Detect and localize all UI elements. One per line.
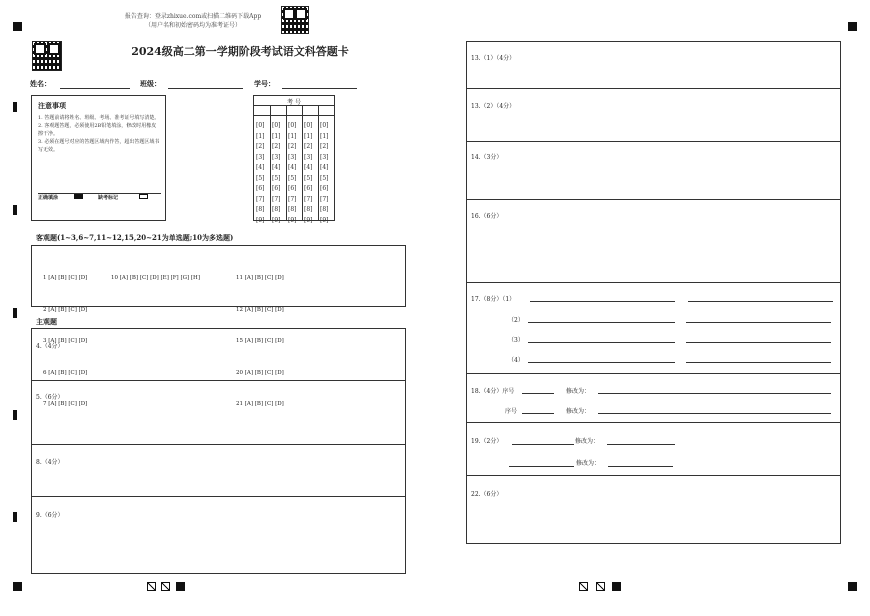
exam-digit-bubble[interactable]: [9] bbox=[256, 216, 265, 224]
modify-label: 修改为： bbox=[566, 388, 591, 395]
edge-marker bbox=[13, 512, 17, 522]
question-label: 13.（1）（4分） bbox=[471, 55, 516, 62]
corner-marker bbox=[848, 22, 857, 31]
q19-blank[interactable] bbox=[512, 444, 574, 445]
exam-digit-bubble[interactable]: [8] bbox=[304, 206, 313, 213]
exam-digit-bubble[interactable]: [0] bbox=[320, 122, 329, 129]
corner-marker bbox=[848, 582, 857, 591]
corner-marker bbox=[13, 22, 22, 31]
notes-box bbox=[31, 95, 166, 221]
answer-box-q5[interactable] bbox=[31, 380, 406, 445]
question-label: 8.（4分） bbox=[36, 459, 64, 466]
class-label: 班级： bbox=[140, 79, 161, 88]
exam-digit-bubble[interactable]: [6] bbox=[256, 185, 265, 192]
exam-digit-bubble[interactable]: [1] bbox=[320, 132, 329, 140]
modify-label: 修改为： bbox=[576, 460, 601, 467]
page-code-mark bbox=[161, 582, 170, 591]
objective-row[interactable]: 21 [A] [B] [C] [D] bbox=[236, 401, 284, 407]
q17-blank[interactable] bbox=[688, 301, 833, 302]
exam-digit-bubble[interactable]: [5] bbox=[304, 174, 313, 182]
q17-blank[interactable] bbox=[528, 342, 675, 343]
q18-seq-blank[interactable] bbox=[522, 393, 554, 394]
exam-digit-row bbox=[256, 132, 336, 143]
exam-digit-bubble[interactable]: [3] bbox=[304, 153, 313, 161]
answer-box-q4[interactable] bbox=[31, 328, 406, 381]
page-code-mark bbox=[176, 582, 185, 591]
edge-marker bbox=[13, 308, 17, 318]
exam-digit-bubble[interactable]: [5] bbox=[256, 174, 265, 182]
edge-marker bbox=[13, 102, 17, 112]
exam-digit-bubble[interactable]: [7] bbox=[288, 195, 297, 203]
exam-digit-row bbox=[256, 195, 336, 206]
id-label: 学号： bbox=[254, 79, 275, 88]
exam-digit-bubble[interactable]: [9] bbox=[304, 216, 313, 224]
exam-digit-bubble[interactable]: [0] bbox=[304, 122, 313, 129]
answer-box-q9[interactable] bbox=[31, 496, 406, 574]
exam-digit-bubble[interactable]: [2] bbox=[320, 143, 329, 150]
modify-label: 修改为： bbox=[566, 408, 591, 415]
exam-digit-bubble[interactable]: [9] bbox=[288, 216, 297, 224]
exam-digit-bubble[interactable]: [5] bbox=[272, 174, 281, 182]
page-code-mark bbox=[612, 582, 621, 591]
q17-blank[interactable] bbox=[686, 342, 831, 343]
page-code-mark bbox=[147, 582, 156, 591]
exam-digit-row bbox=[256, 216, 336, 227]
exam-digit-bubble[interactable]: [7] bbox=[320, 195, 329, 203]
absent-checkbox[interactable] bbox=[139, 194, 148, 199]
exam-digit-bubble[interactable]: [7] bbox=[272, 195, 281, 203]
notes-title: 注意事项 bbox=[38, 101, 66, 110]
question-label: 13.（2）（4分） bbox=[471, 103, 516, 110]
corner-marker bbox=[13, 582, 22, 591]
seq-label: 序号 bbox=[505, 408, 518, 415]
question-label: 22.（6分） bbox=[471, 491, 503, 498]
objective-row[interactable]: 3 [A] [B] [C] [D] bbox=[43, 338, 88, 344]
q17-blank[interactable] bbox=[528, 322, 675, 323]
exam-digit-bubble[interactable]: [1] bbox=[288, 132, 297, 140]
exam-digit-bubble[interactable]: [3] bbox=[320, 153, 329, 161]
edge-marker bbox=[13, 205, 17, 215]
objective-heading: 客观题(1~3,6~7,11~12,15,20~21为单选题;10为多选题) bbox=[36, 233, 234, 242]
exam-digit-bubble[interactable]: [9] bbox=[272, 216, 281, 224]
sub-question-label: （4） bbox=[508, 357, 524, 364]
exam-number-header: 考 号 bbox=[287, 99, 301, 106]
qr-code-icon bbox=[32, 41, 62, 71]
exam-digit-bubble[interactable]: [0] bbox=[272, 122, 281, 129]
subjective-heading: 主观题 bbox=[36, 317, 57, 326]
exam-digit-bubble[interactable]: [8] bbox=[288, 206, 297, 213]
q17-blank[interactable] bbox=[686, 362, 831, 363]
exam-digit-bubble[interactable]: [2] bbox=[272, 143, 281, 150]
exam-digit-row bbox=[256, 163, 336, 174]
q18-seq-blank[interactable] bbox=[522, 413, 554, 414]
q18-modify-blank[interactable] bbox=[598, 393, 831, 394]
answer-box-q8[interactable] bbox=[31, 444, 406, 497]
notice-line: 报告查询：登录zhixue.com或扫描二维码下载App bbox=[124, 13, 262, 20]
q17-blank[interactable] bbox=[528, 362, 675, 363]
exam-digit-bubble[interactable]: [4] bbox=[288, 164, 297, 171]
exam-digit-bubble[interactable]: [5] bbox=[320, 174, 329, 182]
note-item: 3. 必须在题号对应的答题区域内作答，超出答题区域书写无效。 bbox=[38, 139, 160, 153]
exam-digit-row bbox=[256, 153, 336, 164]
exam-digit-row bbox=[256, 174, 336, 185]
exam-digit-bubble[interactable]: [4] bbox=[256, 164, 265, 171]
report-notice bbox=[118, 12, 268, 30]
exam-digit-bubble[interactable]: [5] bbox=[288, 174, 297, 182]
page-code-mark bbox=[579, 582, 588, 591]
question-label: 17.（8分）（1） bbox=[471, 296, 516, 303]
exam-digit-bubble[interactable]: [4] bbox=[320, 164, 329, 171]
question-label: 16.（6分） bbox=[471, 213, 503, 220]
q19-modify-blank[interactable] bbox=[608, 466, 673, 467]
sub-question-label: （3） bbox=[508, 337, 524, 344]
exam-digit-bubble[interactable]: [2] bbox=[288, 143, 297, 150]
objective-row[interactable]: 1 [A] [B] [C] [D] bbox=[43, 275, 88, 281]
exam-digit-bubble[interactable]: [3] bbox=[256, 153, 265, 161]
correct-fill-label: 正确填涂 bbox=[38, 195, 59, 201]
exam-digit-bubble[interactable]: [9] bbox=[320, 216, 329, 224]
name-field[interactable] bbox=[60, 88, 130, 89]
question-label: 5.（6分） bbox=[36, 394, 64, 401]
exam-digit-bubble[interactable]: [6] bbox=[304, 185, 313, 192]
page-code-mark bbox=[596, 582, 605, 591]
objective-row[interactable]: 10 [A] [B] [C] [D] [E] [F] [G] [H] bbox=[111, 275, 200, 281]
modify-label: 修改为： bbox=[575, 438, 600, 445]
qr-code-icon bbox=[281, 6, 309, 34]
exam-digit-bubble[interactable]: [8] bbox=[320, 206, 329, 213]
id-field[interactable] bbox=[282, 88, 357, 89]
notice-line: （用户名和初始密码均为准考证号） bbox=[144, 22, 241, 29]
exam-digit-row bbox=[256, 121, 336, 132]
objective-row[interactable]: 20 [A] [B] [C] [D] bbox=[236, 369, 284, 376]
q19-blank[interactable] bbox=[509, 466, 574, 467]
q17-blank[interactable] bbox=[686, 322, 831, 323]
sub-question-label: （2） bbox=[508, 317, 524, 324]
exam-digit-row bbox=[256, 184, 336, 195]
question-label: 19.（2分） bbox=[471, 438, 503, 445]
exam-digit-bubble[interactable]: [1] bbox=[304, 132, 313, 140]
exam-digit-bubble[interactable]: [3] bbox=[272, 153, 281, 161]
exam-digit-bubble[interactable]: [4] bbox=[272, 164, 281, 171]
exam-digit-bubble[interactable]: [7] bbox=[304, 195, 313, 203]
exam-digit-bubble[interactable]: [1] bbox=[256, 132, 265, 140]
q18-modify-blank[interactable] bbox=[598, 413, 831, 414]
name-label: 姓名： bbox=[30, 79, 51, 88]
exam-digit-bubble[interactable]: [2] bbox=[256, 143, 265, 150]
exam-digit-row bbox=[256, 205, 336, 216]
exam-digit-bubble[interactable]: [3] bbox=[288, 153, 297, 161]
objective-row[interactable]: 15 [A] [B] [C] [D] bbox=[236, 338, 284, 344]
exam-digit-bubble[interactable]: [0] bbox=[288, 122, 297, 129]
objective-row[interactable]: 11 [A] [B] [C] [D] bbox=[236, 275, 284, 281]
exam-digit-bubble[interactable]: [2] bbox=[304, 143, 313, 150]
absent-mark-label: 缺考标记 bbox=[98, 195, 119, 201]
q19-modify-blank[interactable] bbox=[607, 444, 675, 445]
question-label: 9.（6分） bbox=[36, 512, 64, 519]
exam-digit-bubble[interactable]: [7] bbox=[256, 195, 265, 203]
question-label: 14.（3分） bbox=[471, 154, 503, 161]
objective-row[interactable]: 2 [A] [B] [C] [D] bbox=[43, 306, 88, 313]
question-label: 18.（4分）序号 bbox=[471, 388, 515, 395]
page-title: 2024级高二第一学期阶段考试语文科答题卡 bbox=[131, 45, 349, 58]
objective-row[interactable]: 7 [A] [B] [C] [D] bbox=[43, 401, 88, 407]
question-label: 4.（4分） bbox=[36, 343, 64, 350]
exam-digit-bubble[interactable]: [0] bbox=[256, 122, 265, 129]
exam-digit-bubbles[interactable] bbox=[256, 121, 336, 226]
right-answer-area bbox=[466, 41, 841, 544]
exam-digit-row bbox=[256, 142, 336, 153]
objective-row[interactable]: 12 [A] [B] [C] [D] bbox=[236, 306, 284, 313]
exam-digit-bubble[interactable]: [8] bbox=[256, 206, 265, 213]
note-item: 2. 客观题答题，必须使用2B铅笔填涂，修改时用橡皮擦干净。 bbox=[38, 123, 157, 137]
filled-sample-icon bbox=[74, 194, 83, 199]
class-field[interactable] bbox=[168, 88, 243, 89]
exam-digit-bubble[interactable]: [4] bbox=[304, 164, 313, 171]
q17-blank[interactable] bbox=[530, 301, 675, 302]
exam-digit-bubble[interactable]: [8] bbox=[272, 206, 281, 213]
exam-digit-bubble[interactable]: [6] bbox=[320, 185, 329, 192]
note-item: 1. 答题前请将姓名、班级、考场、准考证号填写清楚。 bbox=[38, 115, 160, 121]
exam-digit-bubble[interactable]: [6] bbox=[288, 185, 297, 192]
exam-digit-bubble[interactable]: [1] bbox=[272, 132, 281, 140]
exam-digit-bubble[interactable]: [6] bbox=[272, 185, 281, 192]
edge-marker bbox=[13, 410, 17, 420]
objective-row[interactable]: 6 [A] [B] [C] [D] bbox=[43, 369, 88, 376]
exam-number-grid bbox=[253, 95, 335, 224]
